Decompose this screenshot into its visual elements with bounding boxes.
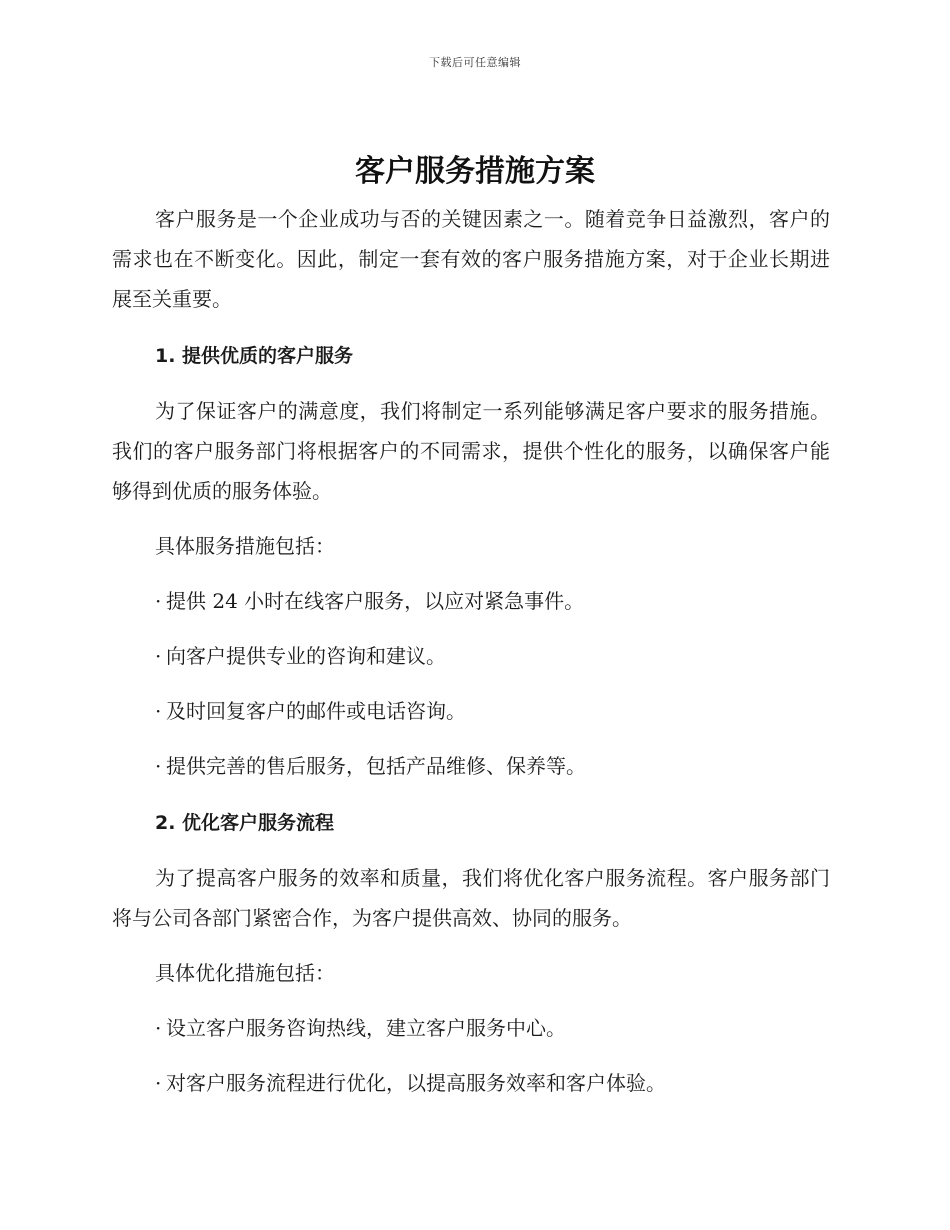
bullet-icon: · bbox=[155, 1071, 162, 1095]
document-title: 客户服务措施方案 bbox=[355, 154, 595, 189]
section-2-lead: 具体优化措施包括： bbox=[155, 961, 335, 985]
bullet-icon: · bbox=[155, 754, 162, 778]
list-item bbox=[112, 581, 830, 621]
bullet-icon: · bbox=[155, 699, 162, 723]
document-body bbox=[112, 199, 830, 1103]
list-item bbox=[112, 746, 830, 786]
bullet-icon: · bbox=[155, 589, 162, 613]
bullet-icon: · bbox=[155, 644, 162, 668]
section-heading-2: 2. 优化客户服务流程 bbox=[155, 812, 335, 834]
section-1-paragraph: 为了保证客户的满意度，我们将制定一系列能够满足客户要求的服务措施。我们的客户服务部门将根据客户的不同需求，提供个性化的服务，以确保客户能够得到优质的服务体验。 bbox=[112, 399, 830, 503]
intro-paragraph: 客户服务是一个企业成功与否的关键因素之一。随着竞争日益激烈，客户的需求也在不断变化。因此，制定一套有效的客户服务措施方案，对于企业长期进展至关重要。 bbox=[112, 207, 830, 311]
page-header: 下载后可任意编辑 bbox=[429, 56, 521, 69]
list-item bbox=[112, 1063, 830, 1103]
list-item-text: 及时回复客户的邮件或电话咨询。 bbox=[166, 699, 466, 723]
bullet-icon: · bbox=[155, 1016, 162, 1040]
list-item-text: 设立客户服务咨询热线，建立客户服务中心。 bbox=[166, 1016, 566, 1040]
list-item-text: 对客户服务流程进行优化，以提高服务效率和客户体验。 bbox=[166, 1071, 666, 1095]
section-2-paragraph: 为了提高客户服务的效率和质量，我们将优化客户服务流程。客户服务部门将与公司各部门紧密合作，为客户提供高效、协同的服务。 bbox=[112, 866, 830, 930]
list-item-text: 提供 24 小时在线客户服务，以应对紧急事件。 bbox=[166, 589, 585, 613]
list-item-text: 提供完善的售后服务，包括产品维修、保养等。 bbox=[166, 754, 586, 778]
list-item bbox=[112, 1008, 830, 1048]
list-item bbox=[112, 636, 830, 676]
section-1-lead: 具体服务措施包括： bbox=[155, 534, 335, 558]
list-item bbox=[112, 691, 830, 731]
list-item-text: 向客户提供专业的咨询和建议。 bbox=[166, 644, 446, 668]
section-heading-1: 1. 提供优质的客户服务 bbox=[155, 345, 354, 367]
